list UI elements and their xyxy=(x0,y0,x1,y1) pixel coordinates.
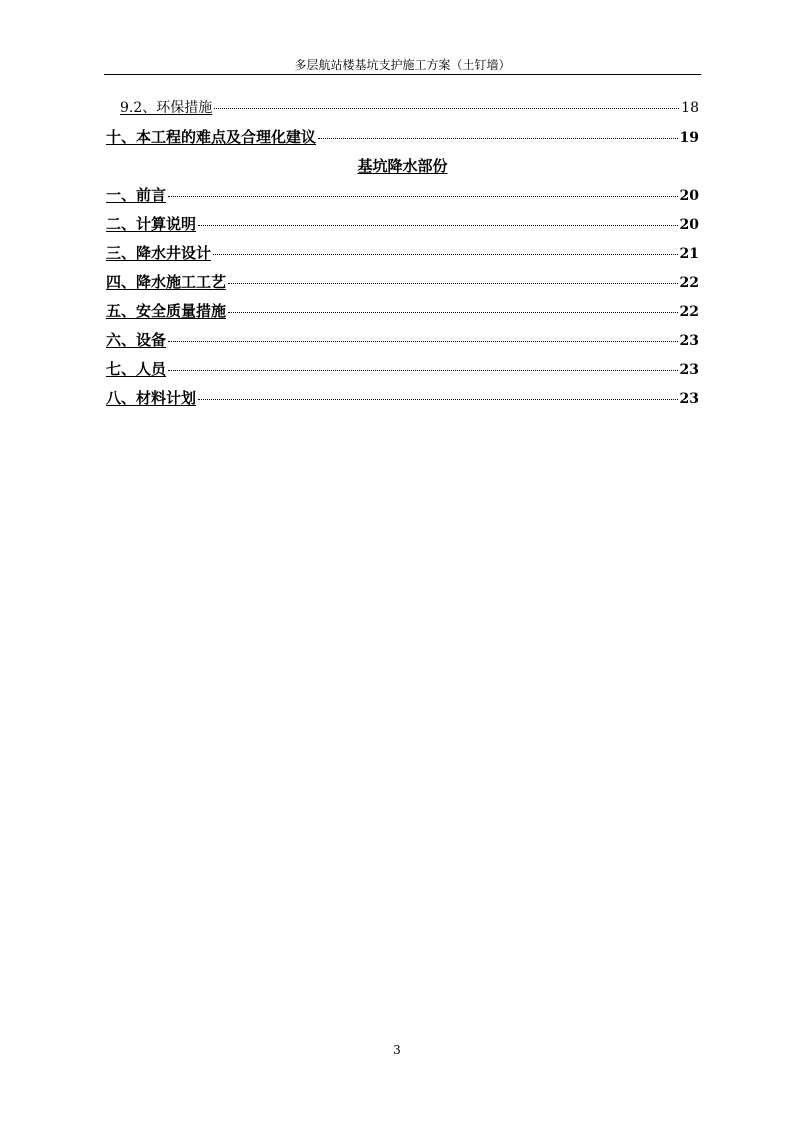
toc-section-title: 基坑降水部份 xyxy=(357,157,448,175)
toc-dot-leader xyxy=(213,254,678,255)
toc-entry-label[interactable]: 七、人员 xyxy=(106,360,167,378)
page-number: 3 xyxy=(393,1043,401,1057)
toc-dot-leader xyxy=(198,399,678,400)
toc-entry-page: 22 xyxy=(679,304,699,320)
toc-dot-leader xyxy=(228,312,678,313)
toc-entry[interactable] xyxy=(106,96,699,125)
toc-entry-label[interactable]: 十、本工程的难点及合理化建议 xyxy=(106,128,317,146)
toc-entry[interactable] xyxy=(106,299,699,328)
toc-entry-page: 22 xyxy=(679,275,699,291)
toc-entry[interactable] xyxy=(106,183,699,212)
toc-entry-label[interactable]: 六、设备 xyxy=(106,331,167,349)
toc-dot-leader xyxy=(168,196,678,197)
toc-entry-page: 20 xyxy=(679,188,699,204)
toc-entry[interactable] xyxy=(106,241,699,270)
toc-dot-leader xyxy=(214,108,679,109)
toc-entry-label[interactable]: 9.2、环保措施 xyxy=(120,100,213,116)
toc-entry-label[interactable]: 八、材料计划 xyxy=(106,389,197,407)
toc-dot-leader xyxy=(168,370,678,371)
toc-entry-label[interactable]: 五、安全质量措施 xyxy=(106,302,227,320)
toc-entry[interactable] xyxy=(106,270,699,299)
toc-entry-label[interactable]: 三、降水井设计 xyxy=(106,244,212,262)
toc-dot-leader xyxy=(198,225,678,226)
toc-entry[interactable] xyxy=(106,212,699,241)
toc-entry-label[interactable]: 四、降水施工工艺 xyxy=(106,273,227,291)
toc-entry-label[interactable]: 一、前言 xyxy=(106,186,167,204)
toc-entry-page: 23 xyxy=(679,391,699,407)
toc-entry-page: 20 xyxy=(679,217,699,233)
toc-entry[interactable] xyxy=(106,357,699,386)
toc-entry-page: 21 xyxy=(679,246,699,262)
toc-entry-page: 23 xyxy=(679,362,699,378)
toc-entry-page: 18 xyxy=(681,100,699,116)
table-of-contents xyxy=(106,96,699,415)
toc-entry-page: 19 xyxy=(679,130,699,146)
header-title: 多层航站楼基坑支护施工方案（土钉墙） xyxy=(294,58,511,72)
toc-entry-label[interactable]: 二、计算说明 xyxy=(106,215,197,233)
toc-entry[interactable] xyxy=(106,328,699,357)
toc-entry[interactable] xyxy=(106,125,699,154)
toc-entry-page: 23 xyxy=(679,333,699,349)
toc-entry[interactable] xyxy=(106,386,699,415)
page-header xyxy=(104,57,701,75)
toc-dot-leader xyxy=(318,138,678,139)
toc-dot-leader xyxy=(168,341,678,342)
toc-dot-leader xyxy=(228,283,678,284)
